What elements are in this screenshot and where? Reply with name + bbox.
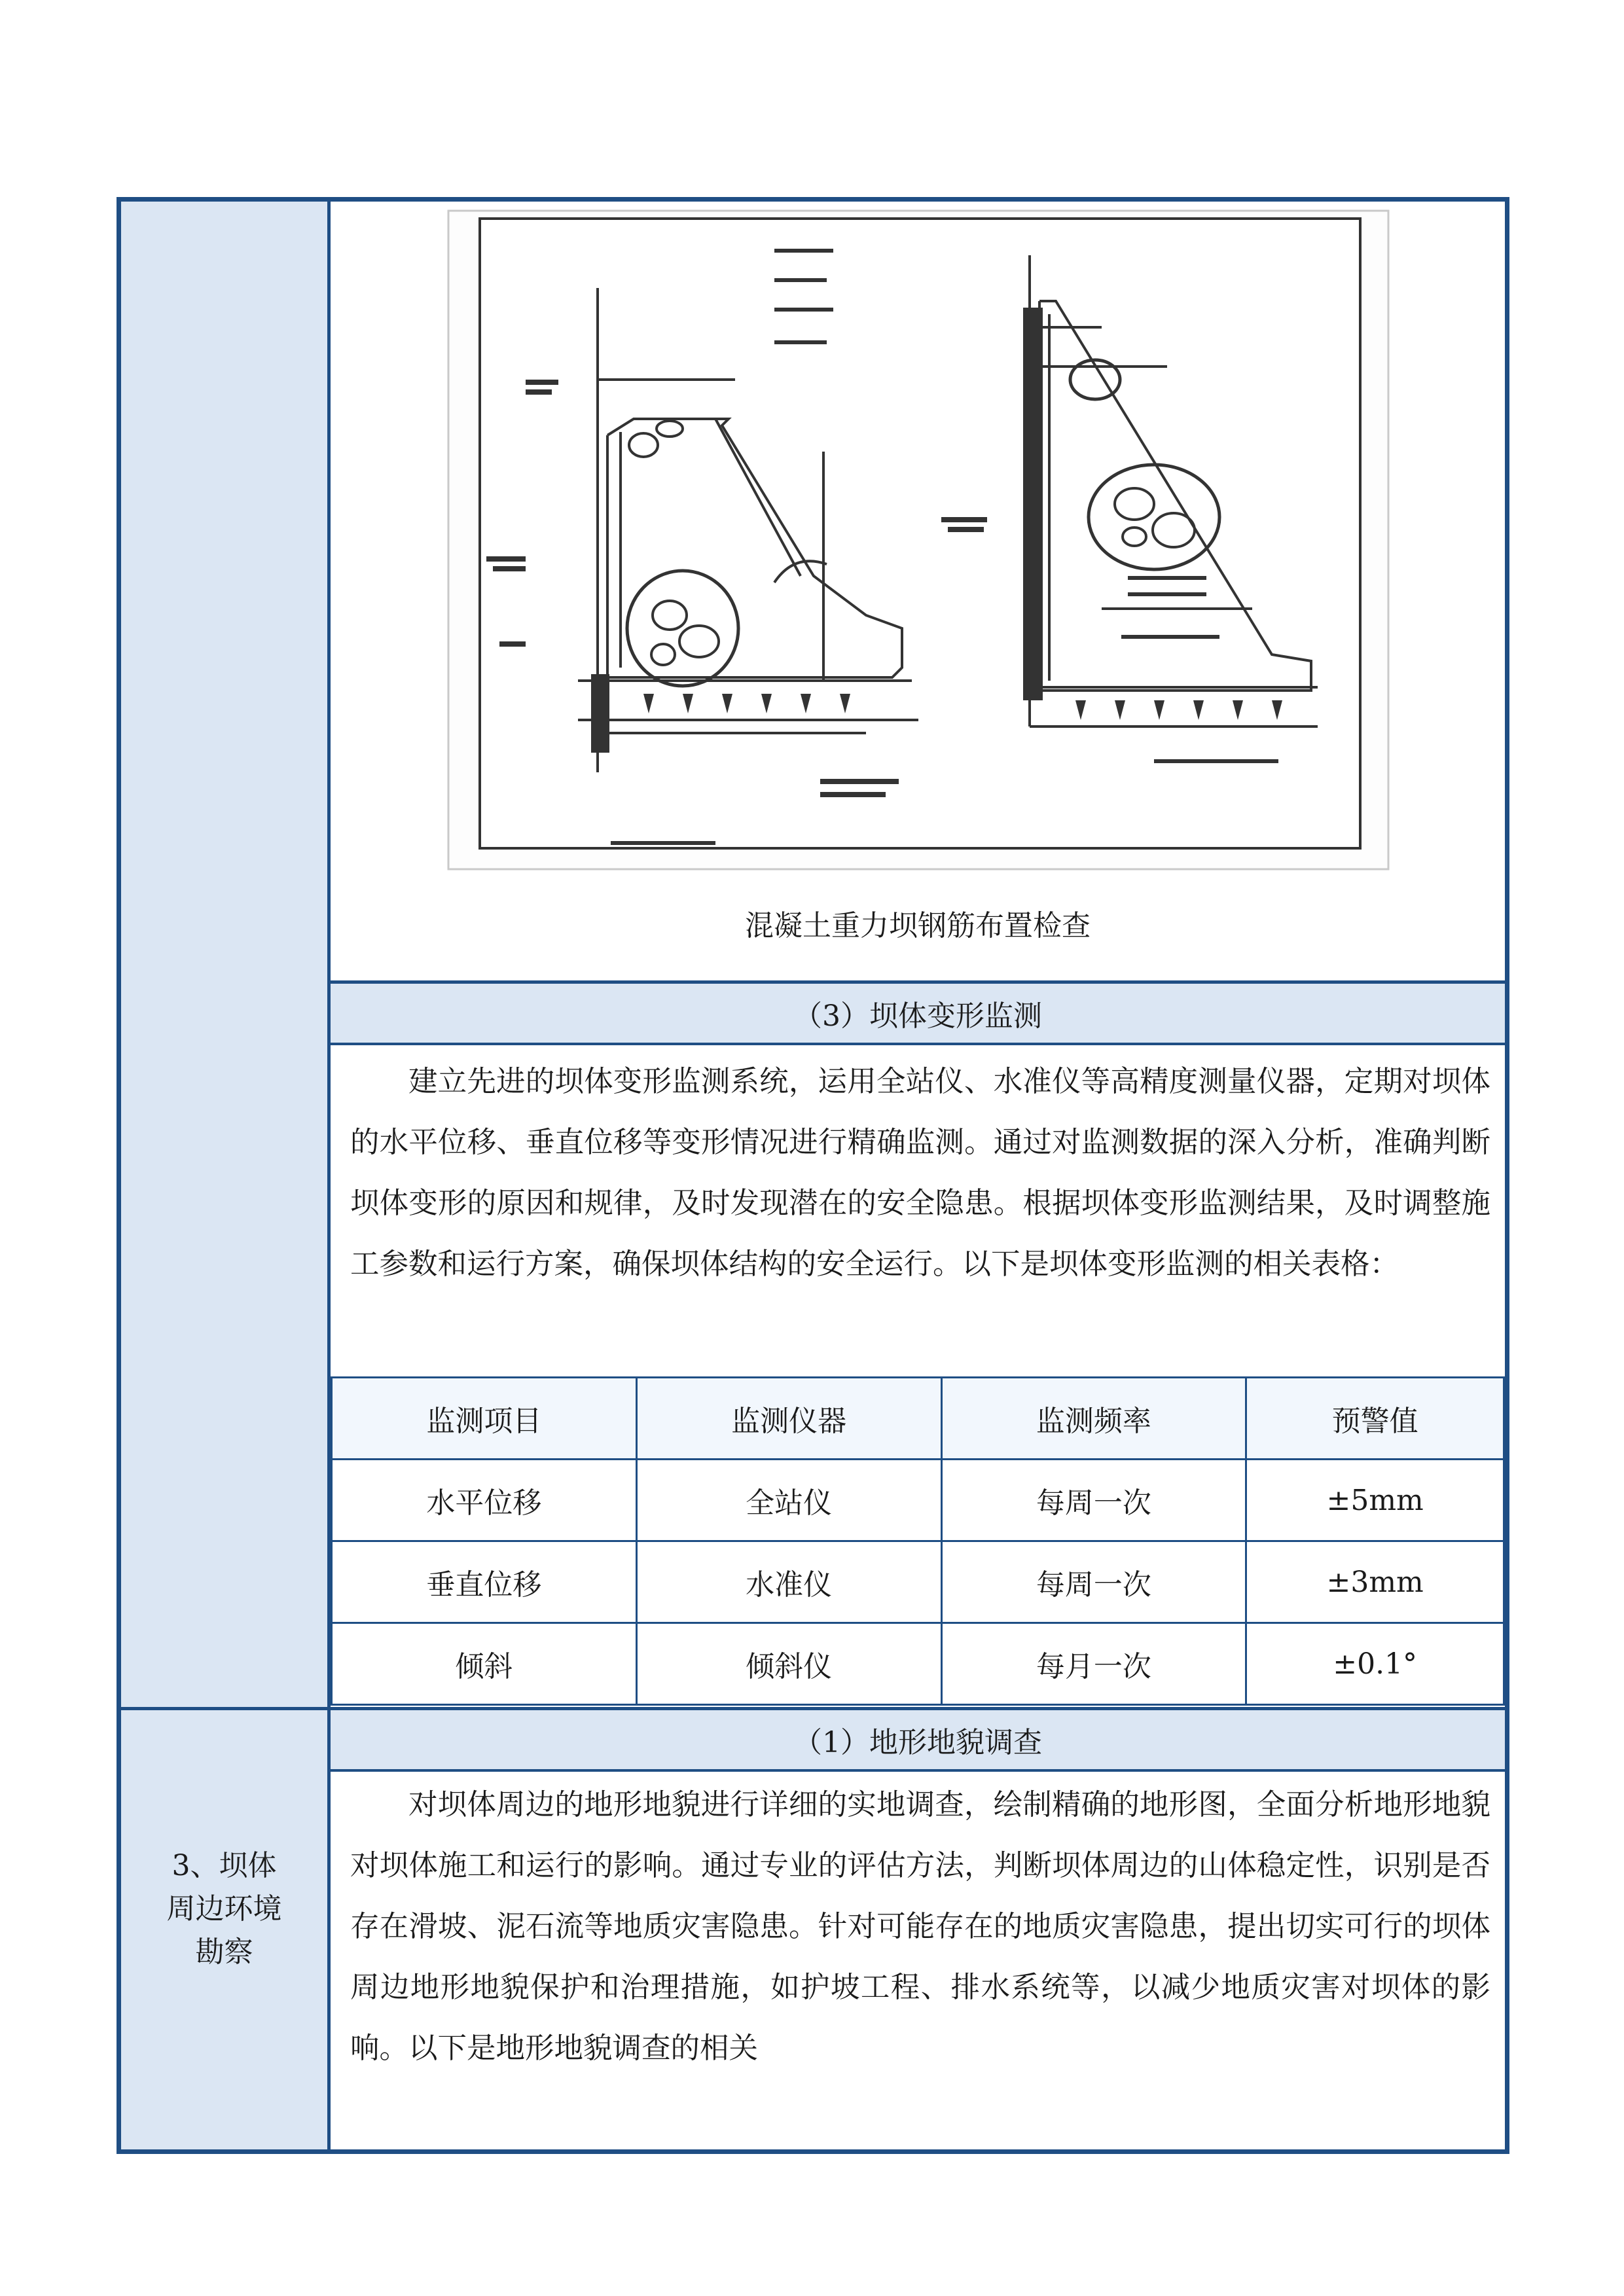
table-cell: 倾斜	[332, 1623, 637, 1705]
table-cell: 每周一次	[941, 1541, 1246, 1623]
table-header-cell: 监测仪器	[636, 1378, 941, 1460]
table-cell: 倾斜仪	[636, 1623, 941, 1705]
table-header-cell: 监测项目	[332, 1378, 637, 1460]
table-cell: ±3mm	[1246, 1541, 1504, 1623]
terrain-survey-paragraph: 对坝体周边的地形地貌进行详细的实地调查，绘制精确的地形图，全面分析地形地貌对坝体施工和运行的影响。通过专业的评估方法，判断坝体周边的山体稳定性，识别是否存在滑坡、泥石流等地质灾害隐患。针对可能存在的地质灾害隐患，提出切实可行的坝体周边地形地貌保护和治理措施，如护坡工程、排水系统等，以减少地质灾害对坝体的影响。以下是地形地貌调查的相关	[350, 1788, 1490, 2065]
deformation-monitoring-table	[331, 1376, 1505, 1706]
deformation-monitoring-heading: （3）坝体变形监测	[331, 984, 1505, 1043]
table-cell: 水平位移	[332, 1460, 637, 1541]
table-cell: 每月一次	[941, 1623, 1246, 1705]
table-row	[332, 1541, 1504, 1623]
table-header-cell: 预警值	[1246, 1378, 1504, 1460]
deformation-monitoring-paragraph: 建立先进的坝体变形监测系统，运用全站仪、水准仪等高精度测量仪器，定期对坝体的水平位移、垂直位移等变形情况进行精确监测。通过对监测数据的深入分析，准确判断坝体变形的原因和规律，及时发现潜在的安全隐患。根据坝体变形监测结果，及时调整施工参数和运行方案，确保坝体结构的安全运行。以下是坝体变形监测的相关表格：	[350, 1065, 1490, 1281]
table-header-row	[332, 1378, 1504, 1460]
table-row	[332, 1460, 1504, 1541]
dam-reinforcement-drawing-icon	[447, 209, 1390, 870]
content-column	[331, 202, 1505, 2149]
table-header-cell: 监测频率	[941, 1378, 1246, 1460]
document-table-frame	[117, 197, 1509, 2154]
table-cell: ±5mm	[1246, 1460, 1504, 1541]
table-row	[332, 1623, 1504, 1705]
terrain-survey-heading: （1）地形地貌调查	[331, 1710, 1505, 1769]
table-cell: 水准仪	[636, 1541, 941, 1623]
section-3-label: 3、坝体周边环境勘察	[166, 1849, 282, 1969]
drawing-caption: 混凝土重力坝钢筋布置检查	[745, 909, 1091, 942]
table-cell: 垂直位移	[332, 1541, 637, 1623]
dam-reinforcement-drawing	[447, 209, 1390, 870]
row-divider	[331, 1043, 1505, 1045]
table-cell: ±0.1°	[1246, 1623, 1504, 1705]
table-cell: 全站仪	[636, 1460, 941, 1541]
row-divider	[331, 1769, 1505, 1772]
table-cell: 每周一次	[941, 1460, 1246, 1541]
